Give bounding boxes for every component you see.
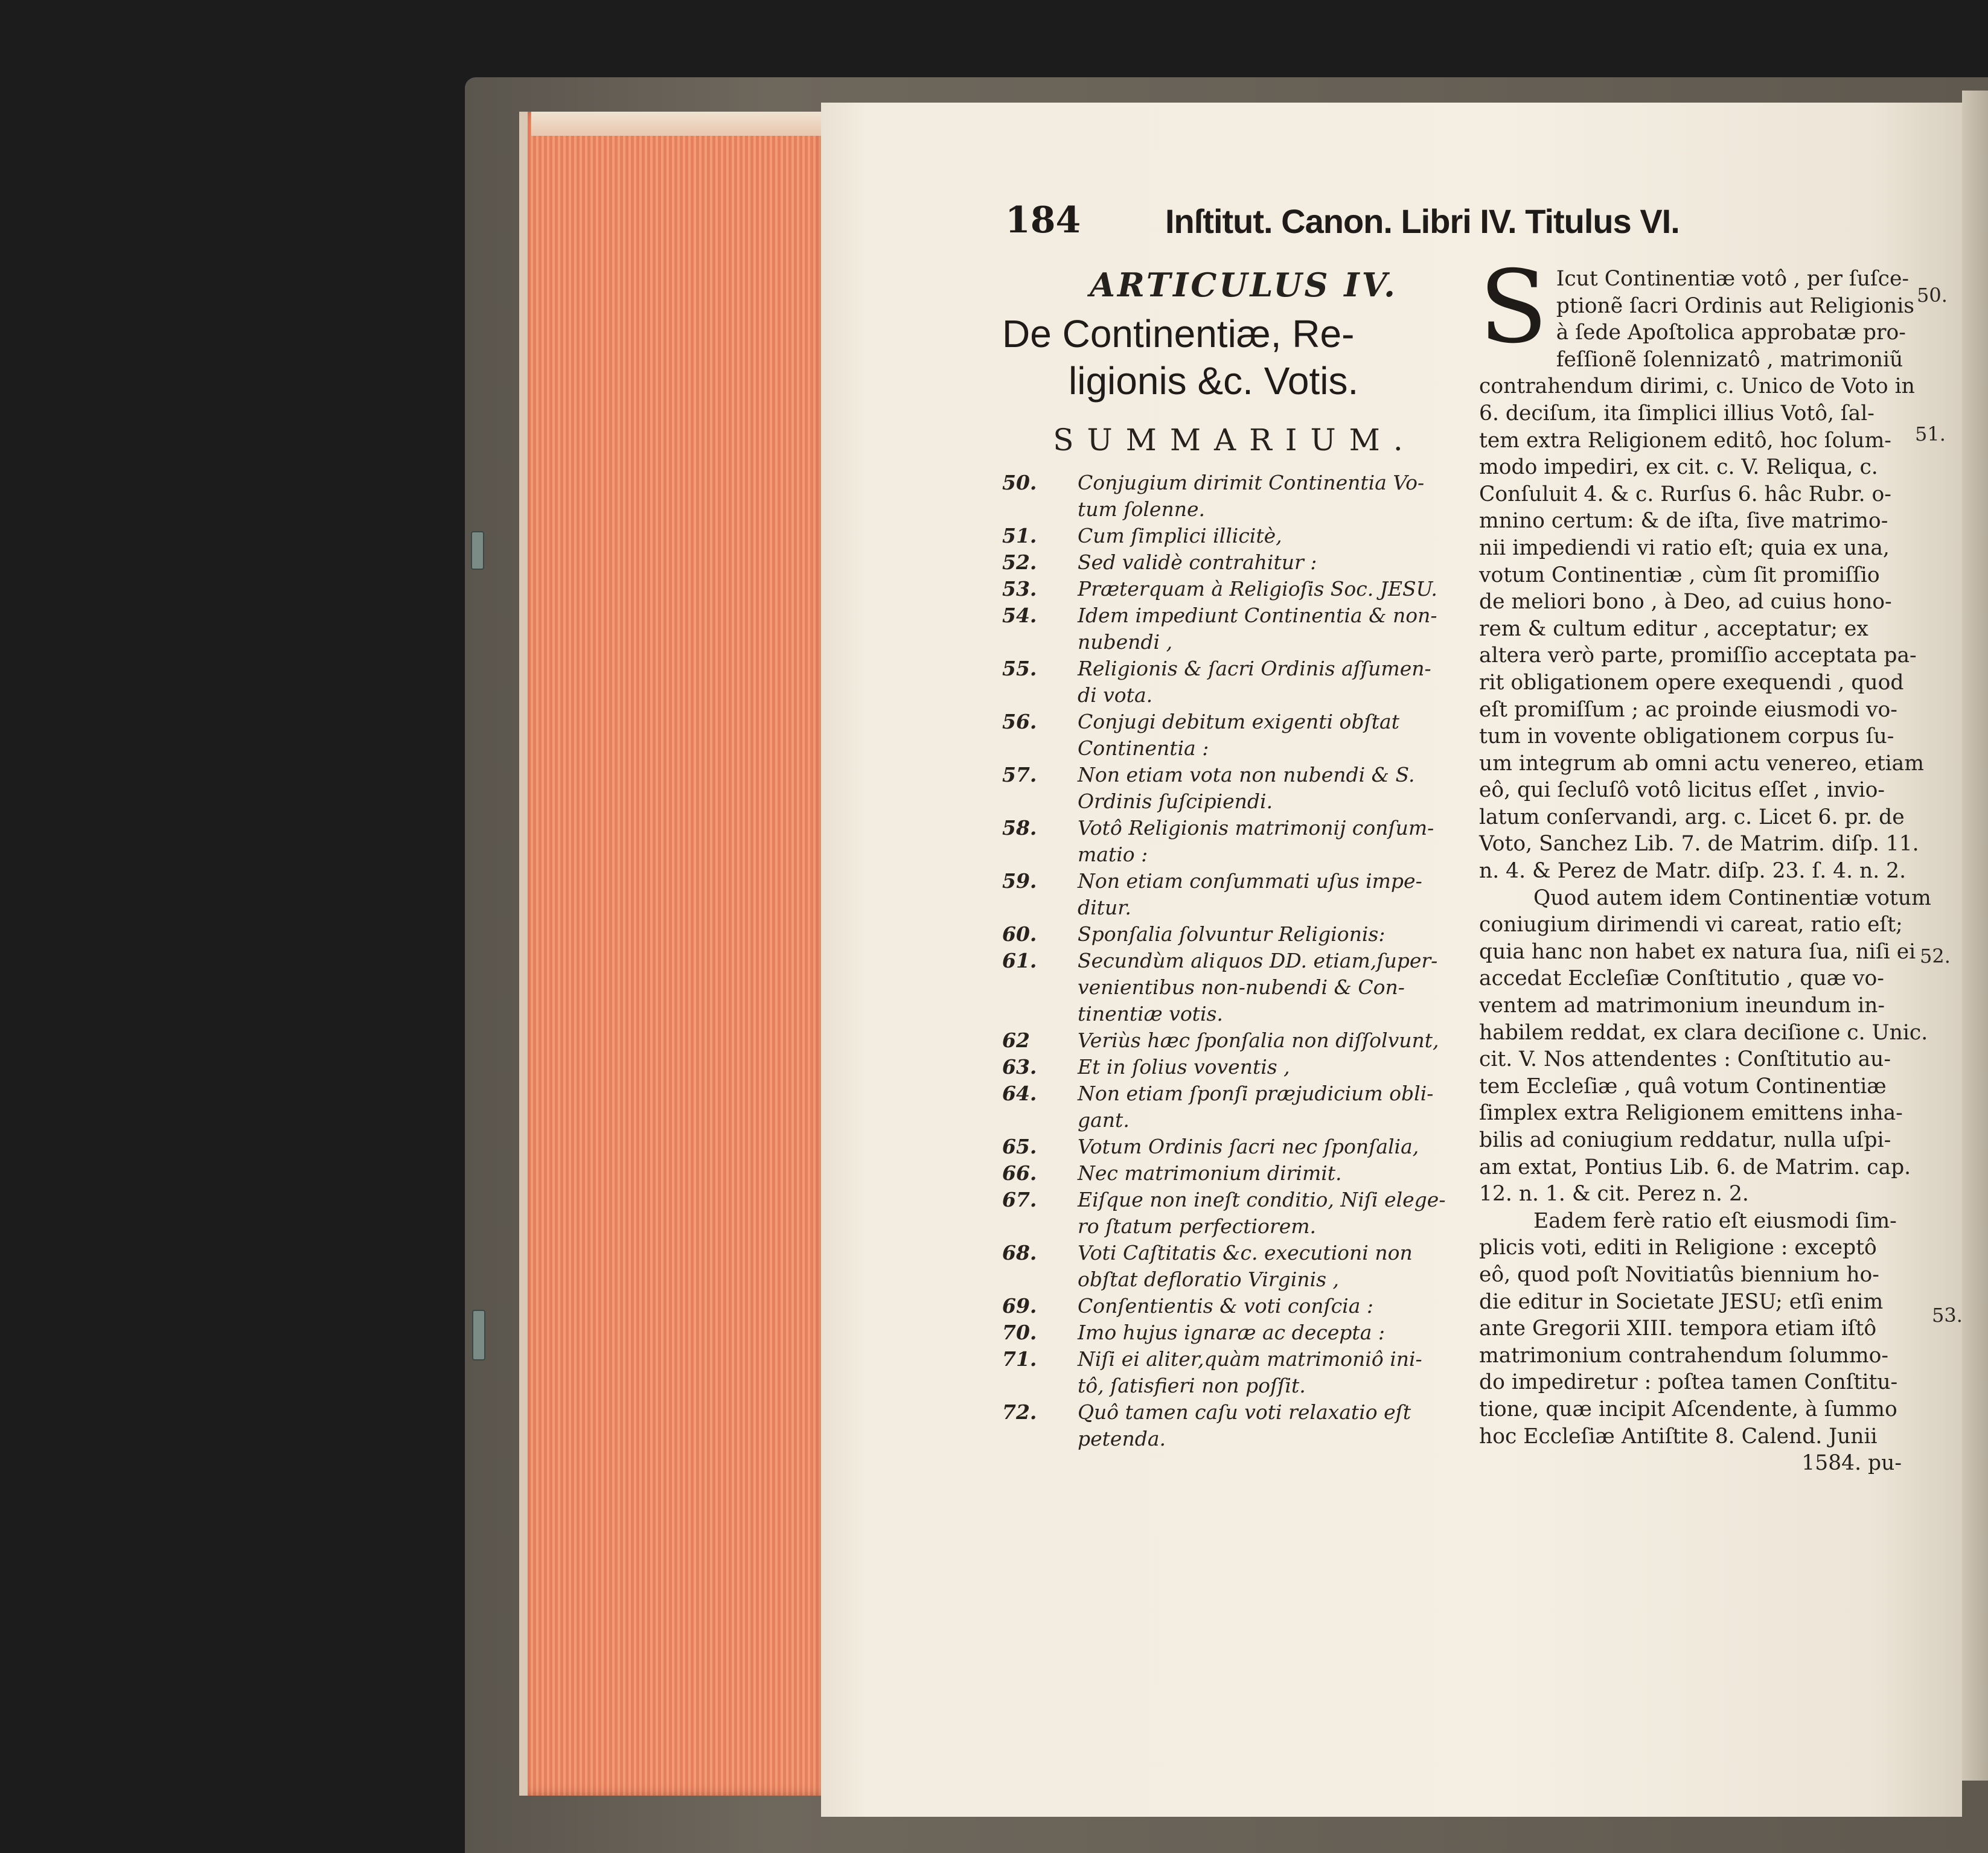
body-text-line: tem Eccleſiæ , quâ votum Continentiæ bbox=[1479, 1074, 1887, 1099]
margin-number: 51. bbox=[1915, 423, 1946, 445]
body-text-line: eô, qui ſecluſô votô licitus eſſet , invio- bbox=[1479, 778, 1885, 803]
summary-list bbox=[1002, 470, 1461, 1452]
summary-text-line: Votô Religionis matrimonij conſum- bbox=[1078, 816, 1434, 840]
summary-item bbox=[1002, 549, 1461, 576]
summary-text-line: Sponſalia ſolvuntur Religionis: bbox=[1078, 922, 1386, 946]
summary-text-line: Niſi ei aliter,quàm matrimoniô ini- bbox=[1078, 1347, 1422, 1371]
summary-text-line: Nec matrimonium dirimit. bbox=[1078, 1161, 1342, 1185]
summary-column bbox=[1002, 266, 1461, 1452]
body-text-line: latum conſervandi, arg. c. Licet 6. pr. de bbox=[1479, 805, 1905, 829]
body-text-line: tum in vovente obligationem corpus ſu- bbox=[1479, 724, 1894, 749]
summary-text-line: gant. bbox=[1078, 1108, 1130, 1132]
margin-number: 52. bbox=[1920, 945, 1951, 968]
summary-text-line: Præterquam à Religioſis Soc. JESU. bbox=[1078, 577, 1437, 601]
body-text-line: ſimplex extra Religionem emittens inha- bbox=[1479, 1101, 1903, 1126]
body-text-line: bilis ad coniugium reddatur, nulla uſpi- bbox=[1479, 1128, 1891, 1152]
facing-page-edge bbox=[1962, 91, 1988, 1781]
body-text-line: matrimonium contrahendum ſolummo- bbox=[1479, 1343, 1889, 1368]
summary-text-line: Sed validè contrahitur : bbox=[1078, 550, 1317, 574]
summary-number: 69. bbox=[1002, 1294, 1037, 1318]
summary-item bbox=[1002, 1160, 1461, 1187]
summary-number: 57. bbox=[1002, 763, 1037, 786]
summary-number: 63. bbox=[1002, 1055, 1037, 1079]
summary-number: 59. bbox=[1002, 869, 1037, 893]
summary-number: 66. bbox=[1002, 1161, 1037, 1185]
body-text-line: cit. V. Nos attendentes : Conſtitutio au- bbox=[1479, 1047, 1891, 1072]
summary-text-line: Voti Caſtitatis &c. executioni non bbox=[1078, 1241, 1413, 1265]
summary-text-line: Conjugium dirimit Continentia Vo- bbox=[1078, 471, 1425, 494]
summary-number: 68. bbox=[1002, 1241, 1037, 1265]
body-text-line: Icut Continentiæ votô , per ſuſce- bbox=[1556, 267, 1910, 291]
summary-text-line: Non etiam conſummati uſus impe- bbox=[1078, 869, 1422, 893]
summary-text-line: nubendi , bbox=[1078, 630, 1173, 654]
summary-number: 70. bbox=[1002, 1321, 1037, 1344]
summary-text-line: Cum ſimplici illicitè, bbox=[1078, 524, 1282, 547]
summary-text-line: venientibus non-nubendi & Con- bbox=[1078, 975, 1405, 999]
article-title bbox=[1002, 310, 1461, 404]
body-text-line: altera verò parte, promiſſio acceptata pa- bbox=[1479, 643, 1917, 668]
page-block-fore-edge bbox=[519, 112, 829, 1796]
body-text-line: votum Continentiæ , cùm ſit promiſſio bbox=[1479, 563, 1880, 587]
summary-text-line: Veriùs hæc ſponſalia non diſſolvunt, bbox=[1078, 1029, 1439, 1052]
summary-number: 60. bbox=[1002, 922, 1037, 946]
summary-text-line: ro ſtatum perfectiorem. bbox=[1078, 1214, 1317, 1238]
summary-number: 53. bbox=[1002, 577, 1037, 601]
summary-item bbox=[1002, 1187, 1461, 1240]
summary-text-line: obſtat defloratio Virginis , bbox=[1078, 1268, 1340, 1291]
body-text-line: do impediretur : poſtea tamen Conſtitu- bbox=[1479, 1370, 1898, 1395]
summary-item bbox=[1002, 709, 1461, 762]
summary-item bbox=[1002, 655, 1461, 709]
body-text-line: die editur in Societate JESU; etſi enim bbox=[1479, 1289, 1884, 1314]
body-text-line: Conſuluit 4. & c. Rurſus 6. hâc Rubr. o- bbox=[1479, 482, 1891, 506]
body-text-line: de meliori bono , à Deo, ad cuius hono- bbox=[1479, 590, 1892, 614]
summary-item bbox=[1002, 470, 1461, 523]
summary-text-line: ditur. bbox=[1078, 896, 1131, 919]
summarium-heading: SUMMARIUM. bbox=[1053, 423, 1416, 458]
summary-item bbox=[1002, 1027, 1461, 1054]
summary-item bbox=[1002, 921, 1461, 948]
body-text-line: coniugium dirimendi vi careat, ratio eſt; bbox=[1479, 913, 1903, 937]
body-text-line: rit obligationem opere exequendi , quod bbox=[1479, 670, 1904, 695]
running-title: Inſtitut. Canon. Libri IV. Titulus VI. bbox=[1165, 202, 1680, 240]
summary-text-line: Conjugi debitum exigenti obſtat bbox=[1078, 710, 1399, 733]
margin-number: 50. bbox=[1917, 284, 1948, 307]
body-text-line: ptionẽ ſacri Ordinis aut Religionis bbox=[1556, 293, 1914, 318]
body-text-line: quia hanc non habet ex natura ſua, niſi ei bbox=[1479, 939, 1916, 964]
body-text-line: rem & cultum editur , acceptatur; ex bbox=[1479, 616, 1868, 641]
catchword: 1584. pu- bbox=[1801, 1451, 1902, 1476]
drop-cap: S bbox=[1479, 249, 1548, 366]
summary-number: 72. bbox=[1002, 1400, 1037, 1424]
article-title-line: De Continentiæ, Re- bbox=[1002, 312, 1355, 356]
summary-text-line: Imo hujus ignaræ ac decepta : bbox=[1078, 1321, 1385, 1344]
summary-item bbox=[1002, 868, 1461, 921]
body-text-line: 12. n. 1. & cit. Perez n. 2. bbox=[1479, 1182, 1749, 1207]
body-text-line: n. 4. & Perez de Matr. diſp. 23. ſ. 4. n. 2. bbox=[1479, 859, 1906, 884]
body-text-line: modo impediri, ex cit. c. V. Reliqua, c. bbox=[1479, 455, 1878, 480]
summary-text-line: Continentia : bbox=[1078, 736, 1209, 760]
body-text-line: accedat Eccleſiæ Conſtitutio , quæ vo- bbox=[1479, 966, 1884, 991]
summary-number: 61. bbox=[1002, 949, 1037, 972]
summary-text-line: Idem impediunt Continentia & non- bbox=[1078, 604, 1437, 627]
article-label: ARTICULUS IV. bbox=[1090, 266, 1398, 304]
summary-item bbox=[1002, 523, 1461, 549]
summary-item bbox=[1002, 1319, 1461, 1346]
clasp-lower bbox=[472, 1310, 485, 1360]
body-text-line: à ſede Apoſtolica approbatæ pro- bbox=[1556, 321, 1906, 345]
summary-item bbox=[1002, 1134, 1461, 1160]
body-text-line: am extat, Pontius Lib. 6. de Matrim. cap. bbox=[1479, 1155, 1911, 1179]
summary-item bbox=[1002, 576, 1461, 602]
running-head bbox=[1005, 199, 1772, 254]
summary-text-line: Secundùm aliquos DD. etiam,ſuper- bbox=[1078, 949, 1438, 972]
summary-item bbox=[1002, 602, 1461, 655]
body-text-line: eſt promiſſum ; ac proinde eiusmodi vo- bbox=[1479, 697, 1897, 722]
summary-number: 55. bbox=[1002, 657, 1037, 680]
article-title-line: ligionis &c. Votis. bbox=[1069, 359, 1359, 403]
body-text-line: tione, quæ incipit Aſcendente, à ſummo bbox=[1479, 1397, 1897, 1421]
summary-text-line: tô, ſatisfieri non poſſit. bbox=[1078, 1374, 1306, 1397]
summary-item bbox=[1002, 1399, 1461, 1452]
summary-text-line: Et in ſolius voventis , bbox=[1078, 1055, 1290, 1079]
page-block-top bbox=[531, 112, 821, 136]
summary-text-line: Votum Ordinis ſacri nec ſponſalia, bbox=[1078, 1135, 1419, 1158]
summary-number: 51. bbox=[1002, 524, 1037, 547]
body-text-line: um integrum ab omni actu venereo, etiam bbox=[1479, 751, 1924, 776]
summary-number: 67. bbox=[1002, 1188, 1037, 1211]
summary-number: 64. bbox=[1002, 1082, 1037, 1105]
summary-text-line: tinentiæ votis. bbox=[1078, 1002, 1223, 1025]
summary-item bbox=[1002, 815, 1461, 868]
summary-number: 71. bbox=[1002, 1347, 1037, 1371]
summary-number: 65. bbox=[1002, 1135, 1037, 1158]
page-number: 184 bbox=[1005, 199, 1081, 241]
summary-number: 58. bbox=[1002, 816, 1037, 840]
summary-item bbox=[1002, 1054, 1461, 1080]
summary-item bbox=[1002, 1293, 1461, 1319]
body-text-line: Voto, Sanchez Lib. 7. de Matrim. diſp. 11. bbox=[1479, 832, 1919, 856]
summary-text-line: Non etiam vota non nubendi & S. bbox=[1078, 763, 1415, 786]
body-text-line: mnino certum: & de iſta, ſive matrimo- bbox=[1479, 509, 1888, 534]
summary-text-line: Quô tamen caſu voti relaxatio eſt bbox=[1078, 1400, 1411, 1424]
summary-number: 52. bbox=[1002, 550, 1037, 574]
summary-text-line: Religionis & ſacri Ordinis aſſumen- bbox=[1078, 657, 1431, 680]
summary-item bbox=[1002, 1240, 1461, 1293]
summary-text-line: Conſentientis & voti conſcia : bbox=[1078, 1294, 1374, 1318]
summary-item bbox=[1002, 948, 1461, 1027]
body-text-line: eô, quod poſt Novitiatûs biennium ho- bbox=[1479, 1262, 1879, 1287]
summary-text-line: Ordinis ſuſcipiendi. bbox=[1078, 789, 1273, 813]
body-text-line: Eadem ferè ratio eſt eiusmodi ſim- bbox=[1533, 1208, 1897, 1233]
body-text-line: tem extra Religionem editô, hoc ſolum- bbox=[1479, 428, 1891, 453]
body-text-line: plicis voti, editi in Religione : exceptô bbox=[1479, 1236, 1877, 1260]
summary-number: 62 bbox=[1002, 1029, 1030, 1052]
summary-item bbox=[1002, 1346, 1461, 1399]
summary-text-line: tum ſolenne. bbox=[1078, 497, 1205, 521]
summary-text-line: Eiſque non ineſt conditio, Niſi elege- bbox=[1078, 1188, 1446, 1211]
body-text-line: ventem ad matrimonium ineundum in- bbox=[1479, 993, 1885, 1018]
body-text-line: feſſionẽ ſolennizatô , matrimoniũ bbox=[1556, 347, 1903, 372]
body-text-line: 6. deciſum, ita ſimplici illius Votô, ſal- bbox=[1479, 401, 1875, 426]
body-text-line: habilem reddat, ex clara deciſione c. Unic. bbox=[1479, 1020, 1928, 1045]
summary-number: 50. bbox=[1002, 471, 1037, 494]
summary-item bbox=[1002, 762, 1461, 815]
summary-number: 56. bbox=[1002, 710, 1037, 733]
body-text-line: contrahendum dirimi, c. Unico de Voto in bbox=[1479, 374, 1915, 399]
body-text-line: Quod autem idem Continentiæ votum bbox=[1533, 885, 1931, 910]
summary-item bbox=[1002, 1080, 1461, 1134]
summary-number: 54. bbox=[1002, 604, 1037, 627]
body-text-line: hoc Eccleſiæ Antiſtite 8. Calend. Junii bbox=[1479, 1424, 1878, 1449]
summary-text-line: Non etiam ſponſi præjudicium obli- bbox=[1078, 1082, 1434, 1105]
body-text-line: ante Gregorii XIII. tempora etiam iſtô bbox=[1479, 1316, 1877, 1341]
summary-text-line: matio : bbox=[1078, 843, 1148, 866]
summary-text-line: petenda. bbox=[1078, 1427, 1166, 1450]
body-text-line: nii impediendi vi ratio eſt; quia ex una, bbox=[1479, 535, 1890, 560]
margin-number: 53. bbox=[1932, 1304, 1963, 1327]
clasp-upper bbox=[471, 531, 484, 570]
summary-text-line: di vota. bbox=[1078, 683, 1153, 707]
